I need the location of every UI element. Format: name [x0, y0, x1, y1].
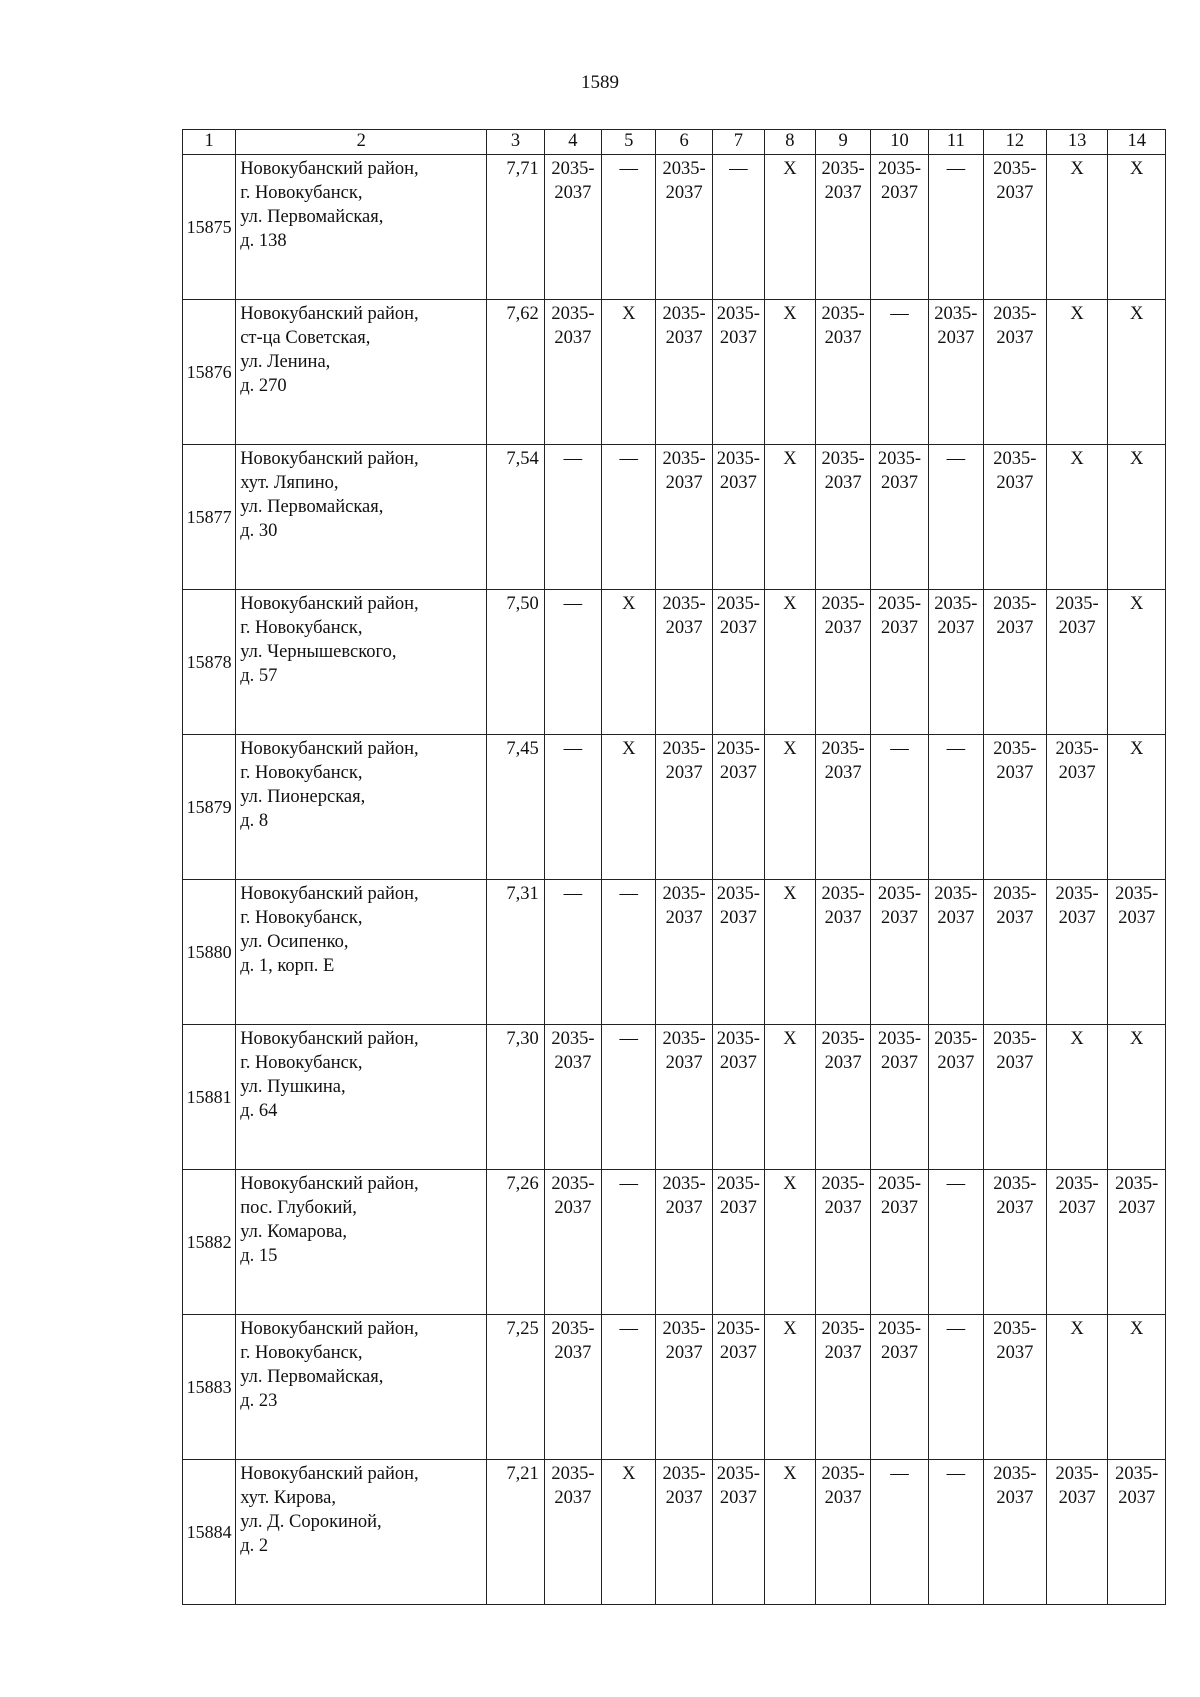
address-line: д. 1, корп. Е [240, 956, 335, 976]
record-number: 15879 [183, 735, 236, 880]
period-cell: 2035- 2037 [656, 1170, 712, 1315]
period-cell: — [871, 300, 928, 445]
period-cell: 2035- 2037 [984, 590, 1047, 735]
period-cell: 2035- 2037 [871, 880, 928, 1025]
column-header: 11 [928, 130, 983, 155]
period-cell: X [764, 1460, 815, 1605]
table-body [183, 155, 1166, 1605]
address-line: ул. Пушкина, [240, 1077, 346, 1097]
period-cell: 2035- 2037 [1108, 1170, 1166, 1315]
period-cell: X [1108, 445, 1166, 590]
address-cell [236, 445, 487, 590]
period-cell: 2035- 2037 [815, 1170, 870, 1315]
period-cell: 2035- 2037 [871, 155, 928, 300]
period-cell: 2035- 2037 [815, 880, 870, 1025]
address-line: ул. Осипенко, [240, 932, 349, 952]
period-cell: 2035- 2037 [1108, 880, 1166, 1025]
column-header: 1 [183, 130, 236, 155]
period-cell: 2035- 2037 [656, 445, 712, 590]
period-cell: 2035- 2037 [984, 1315, 1047, 1460]
period-cell: 2035- 2037 [712, 590, 764, 735]
period-cell: X [764, 1170, 815, 1315]
period-cell: 2035- 2037 [656, 590, 712, 735]
period-cell: 2035- 2037 [984, 1025, 1047, 1170]
period-cell: X [764, 1025, 815, 1170]
period-cell: — [602, 155, 656, 300]
period-cell: 2035- 2037 [1046, 590, 1108, 735]
address-line: д. 138 [240, 231, 287, 251]
address-cell [236, 1170, 487, 1315]
period-cell: 2035- 2037 [544, 1460, 601, 1605]
period-cell: 2035- 2037 [871, 445, 928, 590]
period-cell: X [764, 1315, 815, 1460]
address-line: г. Новокубанск, [240, 908, 363, 928]
address-line: д. 64 [240, 1101, 278, 1121]
header-row [183, 130, 1166, 155]
period-cell: 2035- 2037 [1046, 1170, 1108, 1315]
period-cell: 2035- 2037 [1046, 1460, 1108, 1605]
table-row [183, 1315, 1166, 1460]
column-header: 9 [815, 130, 870, 155]
indicator-cell: 7,30 [487, 1025, 544, 1170]
period-cell: 2035- 2037 [544, 1170, 601, 1315]
period-cell: X [602, 735, 656, 880]
period-cell: 2035- 2037 [928, 590, 983, 735]
period-cell: — [928, 445, 983, 590]
period-cell: 2035- 2037 [656, 155, 712, 300]
period-cell: 2035- 2037 [656, 735, 712, 880]
period-cell: X [1046, 300, 1108, 445]
period-cell: — [602, 1170, 656, 1315]
table-row [183, 1170, 1166, 1315]
record-number: 15875 [183, 155, 236, 300]
address-line: хут. Ляпино, [240, 473, 339, 493]
address-line: Новокубанский район, [240, 594, 419, 614]
period-cell: 2035- 2037 [1046, 735, 1108, 880]
period-cell: 2035- 2037 [544, 300, 601, 445]
period-cell: 2035- 2037 [984, 880, 1047, 1025]
period-cell: 2035- 2037 [984, 1460, 1047, 1605]
period-cell: 2035- 2037 [871, 1170, 928, 1315]
period-cell: X [1108, 1025, 1166, 1170]
column-header: 12 [984, 130, 1047, 155]
address-cell [236, 735, 487, 880]
period-cell: X [1046, 1315, 1108, 1460]
period-cell: 2035- 2037 [712, 300, 764, 445]
address-line: хут. Кирова, [240, 1488, 336, 1508]
column-header: 13 [1046, 130, 1108, 155]
period-cell: 2035- 2037 [815, 300, 870, 445]
period-cell: — [544, 735, 601, 880]
address-line: ул. Ленина, [240, 352, 331, 372]
address-line: Новокубанский район, [240, 1029, 419, 1049]
period-cell: 2035- 2037 [984, 155, 1047, 300]
address-line: ул. Чернышевского, [240, 642, 397, 662]
address-line: Новокубанский район, [240, 304, 419, 324]
period-cell: 2035- 2037 [712, 1170, 764, 1315]
period-cell: 2035- 2037 [656, 1025, 712, 1170]
address-line: Новокубанский район, [240, 1174, 419, 1194]
indicator-cell: 7,54 [487, 445, 544, 590]
address-line: Новокубанский район, [240, 1319, 419, 1339]
record-number: 15882 [183, 1170, 236, 1315]
period-cell: — [602, 445, 656, 590]
address-cell [236, 1025, 487, 1170]
period-cell: — [871, 735, 928, 880]
table-row [183, 300, 1166, 445]
period-cell: 2035- 2037 [712, 445, 764, 590]
table-row [183, 735, 1166, 880]
page-number: 1589 [581, 72, 619, 93]
period-cell: 2035- 2037 [656, 1315, 712, 1460]
period-cell: 2035- 2037 [712, 735, 764, 880]
period-cell: X [602, 300, 656, 445]
period-cell: — [544, 880, 601, 1025]
period-cell: X [602, 590, 656, 735]
table-row [183, 445, 1166, 590]
period-cell: 2035- 2037 [871, 1315, 928, 1460]
address-line: ул. Д. Сорокиной, [240, 1512, 382, 1532]
period-cell: X [764, 880, 815, 1025]
address-line: ул. Первомайская, [240, 1367, 384, 1387]
address-cell [236, 1460, 487, 1605]
address-line: д. 23 [240, 1391, 278, 1411]
period-cell: X [1046, 155, 1108, 300]
period-cell: — [602, 1025, 656, 1170]
data-table [182, 129, 1166, 1605]
period-cell: — [928, 1315, 983, 1460]
period-cell: 2035- 2037 [712, 880, 764, 1025]
indicator-cell: 7,71 [487, 155, 544, 300]
period-cell: 2035- 2037 [815, 1460, 870, 1605]
record-number: 15880 [183, 880, 236, 1025]
period-cell: X [1108, 735, 1166, 880]
column-header: 5 [602, 130, 656, 155]
indicator-cell: 7,62 [487, 300, 544, 445]
period-cell: X [764, 590, 815, 735]
record-number: 15877 [183, 445, 236, 590]
address-line: д. 270 [240, 376, 287, 396]
period-cell: — [928, 735, 983, 880]
period-cell: X [1108, 155, 1166, 300]
period-cell: 2035- 2037 [656, 880, 712, 1025]
table-row [183, 155, 1166, 300]
address-line: ул. Первомайская, [240, 497, 384, 517]
period-cell: 2035- 2037 [815, 735, 870, 880]
address-line: Новокубанский район, [240, 739, 419, 759]
address-line: ул. Первомайская, [240, 207, 384, 227]
period-cell: X [1046, 445, 1108, 590]
period-cell: — [928, 155, 983, 300]
address-line: пос. Глубокий, [240, 1198, 357, 1218]
period-cell: 2035- 2037 [984, 300, 1047, 445]
indicator-cell: 7,25 [487, 1315, 544, 1460]
period-cell: 2035- 2037 [712, 1025, 764, 1170]
indicator-cell: 7,26 [487, 1170, 544, 1315]
period-cell: — [712, 155, 764, 300]
address-line: д. 2 [240, 1536, 269, 1556]
period-cell: X [1108, 1315, 1166, 1460]
address-line: г. Новокубанск, [240, 763, 363, 783]
period-cell: 2035- 2037 [815, 445, 870, 590]
period-cell: — [602, 880, 656, 1025]
column-header: 6 [656, 130, 712, 155]
indicator-cell: 7,21 [487, 1460, 544, 1605]
column-header: 8 [764, 130, 815, 155]
period-cell: 2035- 2037 [928, 300, 983, 445]
address-cell [236, 300, 487, 445]
table-row [183, 1025, 1166, 1170]
period-cell: 2035- 2037 [984, 735, 1047, 880]
table-row [183, 880, 1166, 1025]
address-cell [236, 590, 487, 735]
column-header: 14 [1108, 130, 1166, 155]
period-cell: 2035- 2037 [815, 1315, 870, 1460]
period-cell: — [544, 445, 601, 590]
table-row [183, 1460, 1166, 1605]
table-row [183, 590, 1166, 735]
period-cell: 2035- 2037 [712, 1460, 764, 1605]
period-cell: 2035- 2037 [544, 1025, 601, 1170]
address-cell [236, 880, 487, 1025]
period-cell: 2035- 2037 [928, 880, 983, 1025]
address-line: ст-ца Советская, [240, 328, 371, 348]
period-cell: — [928, 1170, 983, 1315]
address-line: ул. Пионерская, [240, 787, 366, 807]
indicator-cell: 7,31 [487, 880, 544, 1025]
period-cell: X [764, 445, 815, 590]
address-line: г. Новокубанск, [240, 1053, 363, 1073]
period-cell: X [764, 155, 815, 300]
record-number: 15883 [183, 1315, 236, 1460]
period-cell: 2035- 2037 [815, 590, 870, 735]
period-cell: 2035- 2037 [544, 1315, 601, 1460]
address-cell [236, 1315, 487, 1460]
period-cell: 2035- 2037 [712, 1315, 764, 1460]
column-header: 3 [487, 130, 544, 155]
period-cell: 2035- 2037 [871, 1025, 928, 1170]
period-cell: X [602, 1460, 656, 1605]
address-line: д. 8 [240, 811, 269, 831]
address-line: д. 15 [240, 1246, 278, 1266]
address-line: Новокубанский район, [240, 884, 419, 904]
column-header: 10 [871, 130, 928, 155]
address-line: д. 30 [240, 521, 278, 541]
record-number: 15881 [183, 1025, 236, 1170]
period-cell: X [1046, 1025, 1108, 1170]
record-number: 15878 [183, 590, 236, 735]
indicator-cell: 7,45 [487, 735, 544, 880]
period-cell: 2035- 2037 [1108, 1460, 1166, 1605]
address-line: Новокубанский район, [240, 1464, 419, 1484]
address-line: ул. Комарова, [240, 1222, 348, 1242]
period-cell: — [544, 590, 601, 735]
period-cell: 2035- 2037 [984, 1170, 1047, 1315]
period-cell: X [764, 300, 815, 445]
address-line: г. Новокубанск, [240, 1343, 363, 1363]
period-cell: 2035- 2037 [544, 155, 601, 300]
address-line: Новокубанский район, [240, 159, 419, 179]
indicator-cell: 7,50 [487, 590, 544, 735]
period-cell: 2035- 2037 [871, 590, 928, 735]
period-cell: — [928, 1460, 983, 1605]
address-line: д. 57 [240, 666, 278, 686]
period-cell: — [602, 1315, 656, 1460]
period-cell: 2035- 2037 [1046, 880, 1108, 1025]
period-cell: 2035- 2037 [815, 155, 870, 300]
period-cell: 2035- 2037 [656, 300, 712, 445]
period-cell: X [764, 735, 815, 880]
column-header: 2 [236, 130, 487, 155]
column-header: 7 [712, 130, 764, 155]
address-line: г. Новокубанск, [240, 183, 363, 203]
period-cell: 2035- 2037 [656, 1460, 712, 1605]
address-cell [236, 155, 487, 300]
address-line: г. Новокубанск, [240, 618, 363, 638]
record-number: 15876 [183, 300, 236, 445]
address-line: Новокубанский район, [240, 449, 419, 469]
period-cell: 2035- 2037 [984, 445, 1047, 590]
period-cell: — [871, 1460, 928, 1605]
period-cell: X [1108, 300, 1166, 445]
column-header: 4 [544, 130, 601, 155]
period-cell: X [1108, 590, 1166, 735]
period-cell: 2035- 2037 [815, 1025, 870, 1170]
period-cell: 2035- 2037 [928, 1025, 983, 1170]
record-number: 15884 [183, 1460, 236, 1605]
